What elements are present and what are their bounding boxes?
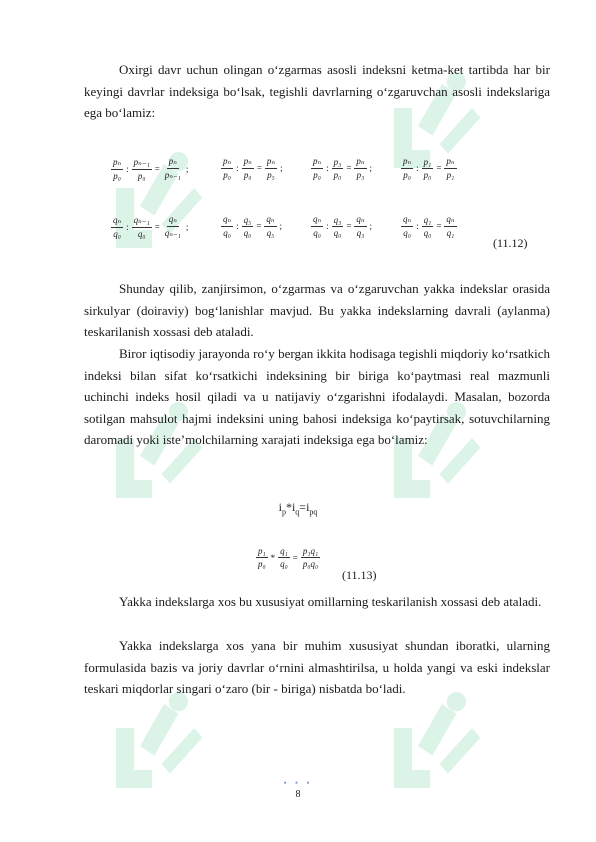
formula-11-13: $\frac{\text{p₁}}{\text{p₀}}$ * $\frac{\text{q₁}}{\text{q₀}}$ = $\frac{\text{p₁q₁}}{\text{p₀q₀}}$: [258, 546, 319, 569]
fraction: $\frac{\text{p₁}}{\text{p₀}}$: [258, 546, 266, 569]
fraction: $\frac{\text{p₁}}{\text{p₀}}$: [423, 156, 432, 180]
fraction: $\frac{\text{p₁q₁}}{\text{p₀q₀}}$: [302, 546, 319, 569]
operator: :: [236, 163, 239, 173]
paragraph-1: Oxirgi davr uchun olingan o‘zgarmas asosli indeksni ketma-ket tartibda har bir keyingi davrlar indeksiga bo‘lsak, tegishli davrlarning o‘zgaruvchan asosli indekslariga ega bo‘lamiz:: [84, 62, 550, 120]
paragraph-4: Yakka indekslarga xos bu xususiyat omillarning teskarilanish xossasi deb ataladi.: [119, 594, 542, 609]
operator: =: [436, 163, 442, 173]
operator: =: [346, 163, 352, 173]
fraction: $\frac{\text{p₃}}{\text{p₀}}$: [333, 156, 342, 180]
fraction: $\frac{\text{q₅}}{\text{q₀}}$: [243, 214, 252, 238]
fraction: $\frac{\text{qₙ}}{\text{q₀}}$: [113, 214, 122, 239]
operator: :: [326, 221, 329, 231]
operator: ;: [279, 221, 283, 231]
formula-row-q: [110, 214, 540, 248]
fraction: $\frac{\text{qₙ}}{\text{q₃}}$: [356, 214, 365, 238]
operator: =: [154, 163, 160, 174]
operator: :: [416, 163, 419, 173]
formula-term: [310, 214, 374, 238]
fraction: $\frac{\text{qₙ}}{\text{q₅}}$: [266, 214, 275, 238]
operator: =: [436, 221, 442, 231]
fraction: $\frac{\text{qₙ}}{\text{q₀}}$: [313, 214, 322, 238]
operator: ;: [369, 163, 373, 173]
footer-ornament: • • •: [283, 778, 313, 788]
fraction: $\frac{\text{pₙ}}{\text{p₅}}$: [266, 156, 276, 180]
fraction: $\frac{\text{qₙ}}{\text{qₙ₋₁}}$: [164, 214, 181, 238]
operator: :: [326, 163, 329, 173]
fraction: $\frac{\text{qₙ₋₁}}{\text{q₀}}$: [133, 214, 150, 239]
operator: ;: [280, 163, 283, 173]
formula-term: [110, 156, 190, 181]
formula-term: [110, 214, 190, 239]
formula-term: [220, 156, 285, 180]
fraction: $\frac{\text{qₙ}}{\text{q₀}}$: [223, 214, 232, 238]
fraction: $\frac{\text{pₙ₋₁}}{\text{p₀}}$: [133, 156, 150, 181]
operator: :: [416, 221, 419, 231]
paragraph-5: Yakka indekslarga xos yana bir muhim xususiyat shundan iboratki, ularning formulasida bazis va joriy davrlar o‘rnini almashtirilsa, u holda yangi va eski indekslar teskari miqdorlar singari o‘zaro (bir - biriga) nisbatda bo‘ladi.: [84, 638, 550, 696]
fraction: $\frac{\text{pₙ}}{\text{pₙ₋₁}}$: [164, 156, 181, 180]
paragraph-3: Biror iqtisodiy jarayonda ro‘y bergan ikkita hodisaga tegishli miqdoriy ko‘rsatkich indeksi bilan sifat ko‘rsatkichi indeksining bir biriga ko‘paytmasi real mazmunli uchinchi indeks hosil qiladi va u natijaviy o‘zgarishni ifodalaydi. Masalan, bozorda sotilgan mahsulot hajmi indeksini uning bahosi indeksiga ko‘paytirsak, sotuvchilarning daromadi yoki iste’molchilarning xarajati indeksiga ega bo‘lamiz:: [84, 346, 550, 447]
formula-term: [220, 214, 284, 238]
fraction: $\frac{\text{pₙ}}{\text{p₀}}$: [313, 156, 322, 180]
operator: :: [126, 163, 129, 174]
page-number: 8: [295, 789, 301, 800]
equation-number-11-13: (11.13): [342, 568, 377, 582]
fraction: $\frac{\text{pₙ}}{\text{p₀}}$: [223, 156, 232, 180]
fraction: $\frac{\text{pₙ}}{\text{p₀}}$: [403, 156, 412, 180]
fraction: $\frac{\text{pₙ}}{\text{p₀}}$: [243, 156, 252, 180]
operator: =: [346, 221, 352, 231]
fraction: $\frac{\text{qₙ}}{\text{q₁}}$: [446, 214, 455, 238]
formula-ipq: $i_p*i_q=i_{pq}$: [278, 500, 318, 517]
operator: :: [236, 221, 239, 231]
operator: =: [256, 221, 262, 231]
fraction: $\frac{\text{q₁}}{\text{q₀}}$: [423, 214, 432, 238]
formula-row-p: [110, 156, 540, 190]
formula-term: [310, 156, 374, 180]
operator: ;: [369, 221, 373, 231]
operator: =: [256, 163, 262, 173]
fraction: $\frac{\text{pₙ}}{\text{p₀}}$: [113, 156, 122, 181]
paragraph-2: Shunday qilib, zanjirsimon, o‘zgarmas va o‘zgaruvchan yakka indekslar orasida sirkulyar (doiraviy) bog‘lanishlar mavjud. Bu yakka indekslarning davrali (aylanma) teskarilanish xossasi deb ataladi.: [84, 281, 550, 339]
fraction: $\frac{\text{pₙ}}{\text{p₃}}$: [356, 156, 365, 180]
fraction: $\frac{\text{qₙ}}{\text{q₀}}$: [403, 214, 412, 238]
equation-number-11-12: (11.12): [493, 236, 528, 250]
operator: =: [154, 221, 160, 232]
formula-term: [400, 214, 462, 238]
operator: ;: [185, 163, 189, 174]
operator: :: [126, 221, 129, 232]
operator: ;: [185, 221, 189, 232]
fraction: $\frac{\text{pₙ}}{\text{p₁}}$: [446, 156, 455, 180]
fraction: $\frac{\text{q₁}}{\text{q₀}}$: [280, 546, 288, 569]
fraction: $\frac{\text{q₃}}{\text{q₀}}$: [333, 214, 342, 238]
formula-term: [400, 156, 462, 180]
